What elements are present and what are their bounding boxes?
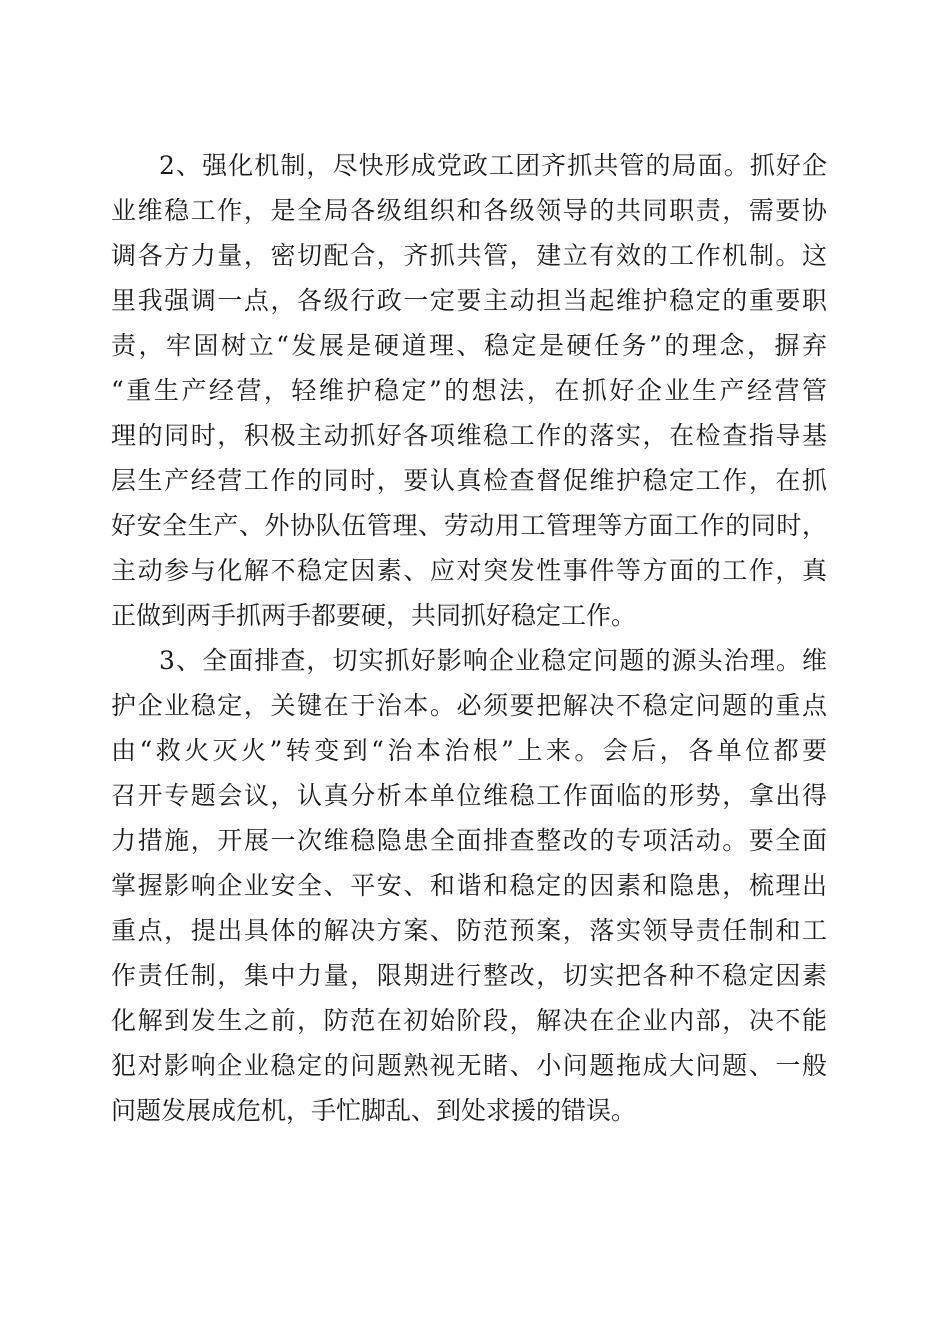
paragraph-line: “重生产经营，轻维护稳定”的想法，在抓好企业生产经营管 [111, 376, 827, 405]
paragraph-line: 护企业稳定，关键在于治本。必须要把解决不稳定问题的重点 [111, 691, 827, 720]
paragraph-line: 化解到发生之前，防范在初始阶段，解决在企业内部，决不能 [111, 1006, 827, 1035]
paragraph-line: 调各方力量，密切配合，齐抓共管，建立有效的工作机制。这 [111, 241, 827, 270]
paragraph-line: 正做到两手抓两手都要硬，共同抓好稳定工作。 [111, 601, 637, 630]
paragraph-line: 问题发展成危机，手忙脚乱、到处求援的错误。 [111, 1096, 637, 1125]
paragraph-line: 里我强调一点，各级行政一定要主动担当起维护稳定的重要职 [111, 286, 827, 315]
paragraph-line: 由“救火灭火”转变到“治本治根”上来。会后，各单位都要 [111, 736, 827, 765]
paragraph-line: 犯对影响企业稳定的问题熟视无睹、小问题拖成大问题、一般 [111, 1051, 827, 1080]
paragraph-line: 2、强化机制，尽快形成党政工团齐抓共管的局面。抓好企 [159, 151, 827, 180]
paragraph-line: 责，牢固树立“发展是硬道理、稳定是硬任务”的理念，摒弃 [111, 331, 827, 360]
paragraph-line: 业维稳工作，是全局各级组织和各级领导的共同职责，需要协 [111, 196, 827, 225]
paragraph-line: 层生产经营工作的同时，要认真检查督促维护稳定工作，在抓 [111, 466, 827, 495]
paragraph-line: 作责任制，集中力量，限期进行整改，切实把各种不稳定因素 [111, 961, 827, 990]
paragraph-line: 召开专题会议，认真分析本单位维稳工作面临的形势，拿出得 [111, 781, 827, 810]
paragraph-line: 理的同时，积极主动抓好各项维稳工作的落实，在检查指导基 [111, 421, 827, 450]
paragraph-line: 主动参与化解不稳定因素、应对突发性事件等方面的工作，真 [111, 556, 827, 585]
paragraph-line: 重点，提出具体的解决方案、防范预案，落实领导责任制和工 [111, 916, 827, 945]
paragraph-line: 力措施，开展一次维稳隐患全面排查整改的专项活动。要全面 [111, 826, 827, 855]
paragraph-line: 3、全面排查，切实抓好影响企业稳定问题的源头治理。维 [159, 646, 827, 675]
paragraph-line: 好安全生产、外协队伍管理、劳动用工管理等方面工作的同时， [111, 511, 827, 540]
paragraph-line: 掌握影响企业安全、平安、和谐和稳定的因素和隐患，梳理出 [111, 871, 827, 900]
